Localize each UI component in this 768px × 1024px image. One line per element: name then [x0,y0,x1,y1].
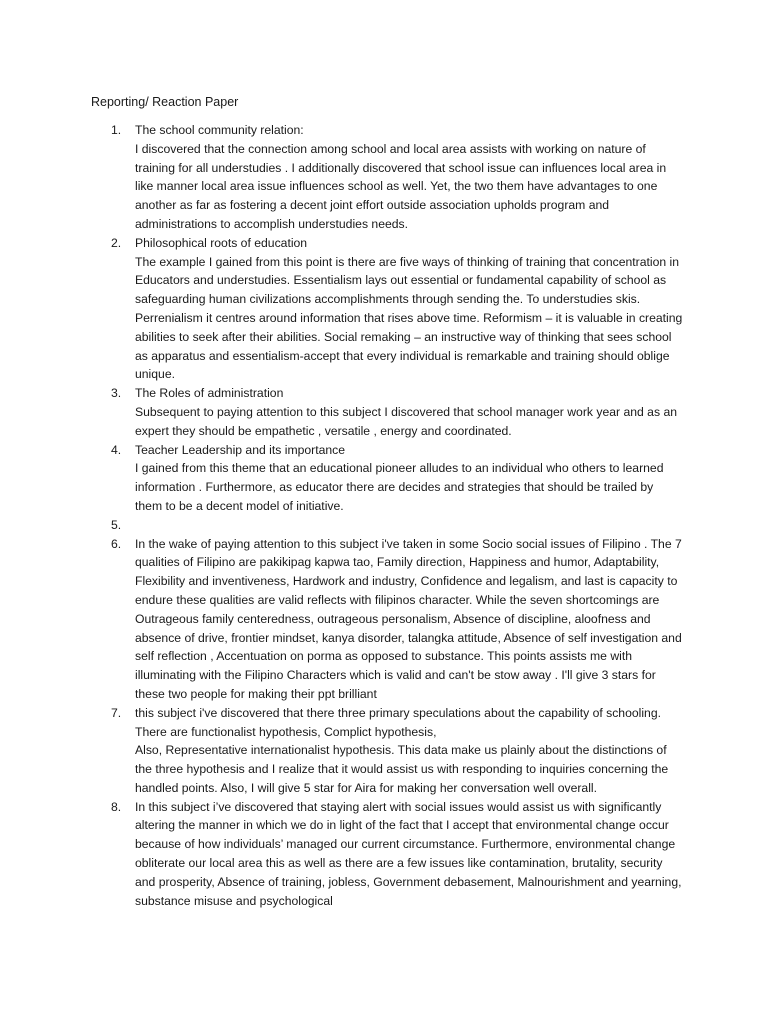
list-item-3 [0,384,683,440]
item-body: In this subject i’ve discovered that staying alert with social issues would assist us with significantly altering the manner in which we do in light of the fact that I accept that environmental change occur because of how individuals’ managed our current circumstance. Furthermore, environmental change obliterate our local area this as well as there are a few issues like contamination, brutality, security and prosperity, Absence of training, jobless, Government debasement, Malnourishment and yearning, substance misuse and psychological [135,799,682,908]
item-number: 2. [111,235,122,250]
list-item-2 [0,234,683,384]
item-heading: Philosophical roots of education [135,235,308,250]
item-number: 7. [111,705,122,720]
item-number: 5. [111,517,122,532]
item-number: 6. [111,536,122,551]
item-body: this subject i've discovered that there three primary speculations about the capability of schooling. There are functionalist hypothesis, Complict hypothesis, Also, Representative internationalist hypothesis. This data make us plainly about the distinctions of the three hypothesis and I realize that it would assist us with responding to inquiries concerning the handled points. Also, I will give 5 star for Aira for making her conversation well overall. [135,705,669,795]
list-item-4 [0,441,683,516]
reaction-list [0,121,768,910]
item-number: 1. [111,123,122,137]
item-heading: Teacher Leadership and its importance [135,442,346,457]
list-item-8 [0,798,683,911]
list-item-1 [0,121,683,234]
item-body: The example I gained from this point is there are five ways of thinking of training that concentration in Educators and understudies. Essentialism lays out essential or fundamental capability of school as safeguarding human civilizations accomplishments through sending the. To understudies skis. Perrenialism it centres around information that rises above time. Reformism – it is valuable in creating abilities to seek after their abilities. Social remaking – an instructive way of thinking that sees school as apparatus and essentialism-accept that every individual is remarkable and training should oblige unique. [135,254,683,382]
list-item-6 [0,535,683,704]
item-body: Subsequent to paying attention to this subject I discovered that school manager work year and as an expert they should be empathetic , versatile , energy and coordinated. [135,404,677,438]
item-body: I gained from this theme that an educational pioneer alludes to an individual who others to learned information . Furthermore, as educator there are decides and strategies that should be trailed by them to be a decent model of initiative. [135,461,664,513]
item-heading: The school community relation: [135,123,304,137]
list-item-5 [0,516,683,535]
item-heading: The Roles of administration [135,386,284,401]
item-body: In the wake of paying attention to this subject i've taken in some Socio social issues of Filipino . The 7 qualities of Filipino are pakikipag kapwa tao, Family direction, Happiness and humor, Adaptability, Flexibility and inventiveness, Hardwork and industry, Confidence and legalism, and last is capacity to endure these qualities are valid reflects with filipinos character. While the seven shortcomings are Outrageous family centeredness, outrageous personalism, Absence of discipline, aloofness and absence of drive, frontier mindset, kanya disorder, talangka attitude, Absence of self investigation and self reflection , Accentuation on porma as opposed to substance. This points assists me with illuminating with the Filipino Characters which is valid and can't be stow away . I'll give 3 stars for these two people for making their ppt brilliant [135,536,682,701]
item-number: 4. [111,442,122,457]
document-title: Reporting/ Reaction Paper [91,95,239,109]
item-number: 3. [111,386,122,401]
list-item-7 [0,704,683,798]
item-body: I discovered that the connection among school and local area assists with working on nature of training for all understudies . I additionally discovered that school issue can influences local area in like manner local area issue influences school as well. Yet, the two them have advantages to one another as far as fostering a decent joint effort outside association upholds program and administrations to accomplish understudies needs. [135,141,667,231]
item-number: 8. [111,799,122,814]
